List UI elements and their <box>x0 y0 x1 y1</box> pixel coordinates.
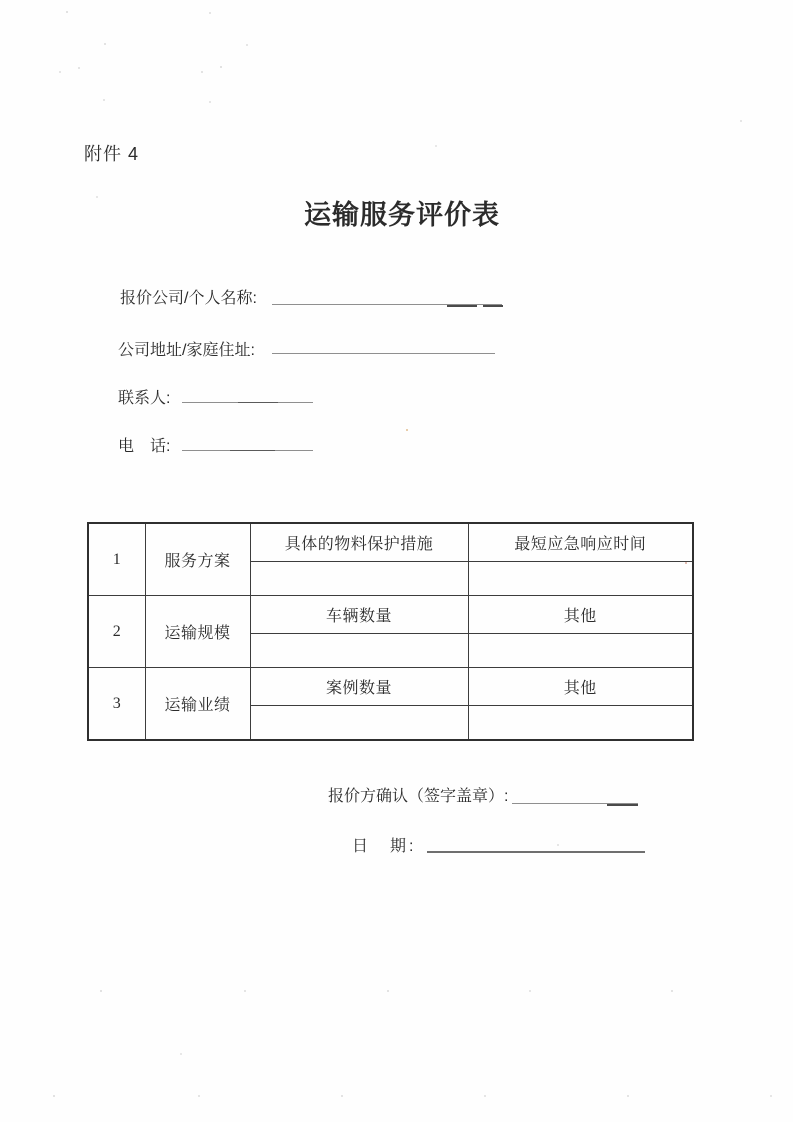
attachment-label: 附件 4 <box>84 144 140 164</box>
row-category: 服务方案 <box>145 523 250 596</box>
table-row <box>88 596 693 634</box>
criteria-value-cell <box>468 562 693 596</box>
confirm-label: 报价方确认（签字盖章）: <box>328 788 509 805</box>
fill-line-address <box>272 353 495 354</box>
criteria-value-cell <box>250 562 468 596</box>
signature-line-segment <box>607 804 638 806</box>
criteria-value-cell <box>250 634 468 668</box>
table-row <box>88 523 693 562</box>
fill-line-segment <box>230 450 275 451</box>
evaluation-table <box>87 522 694 741</box>
criteria-label: 其他 <box>468 668 693 706</box>
fill-line-segment <box>483 305 503 307</box>
criteria-label: 具体的物料保护措施 <box>250 523 468 562</box>
row-number: 1 <box>88 523 145 596</box>
field-label-company-name: 报价公司/个人名称: <box>120 290 257 307</box>
row-category: 运输业绩 <box>145 668 250 741</box>
row-number: 2 <box>88 596 145 668</box>
page-title: 运输服务评价表 <box>304 200 500 230</box>
criteria-value-cell <box>250 706 468 741</box>
criteria-label: 案例数量 <box>250 668 468 706</box>
criteria-label: 车辆数量 <box>250 596 468 634</box>
criteria-label: 其他 <box>468 596 693 634</box>
row-number: 3 <box>88 668 145 741</box>
field-label-phone: 电 话: <box>118 438 171 455</box>
scan-noise-specks <box>0 0 2 2</box>
date-line <box>427 851 645 853</box>
criteria-label: 最短应急响应时间 <box>468 523 693 562</box>
fill-line-segment <box>447 305 477 307</box>
fill-line-segment <box>238 402 278 403</box>
date-label: 日 期: <box>352 838 417 855</box>
field-label-contact: 联系人: <box>118 390 171 407</box>
row-category: 运输规模 <box>145 596 250 668</box>
field-label-address: 公司地址/家庭住址: <box>118 342 255 359</box>
table-row <box>88 668 693 706</box>
criteria-value-cell <box>468 706 693 741</box>
criteria-value-cell <box>468 634 693 668</box>
